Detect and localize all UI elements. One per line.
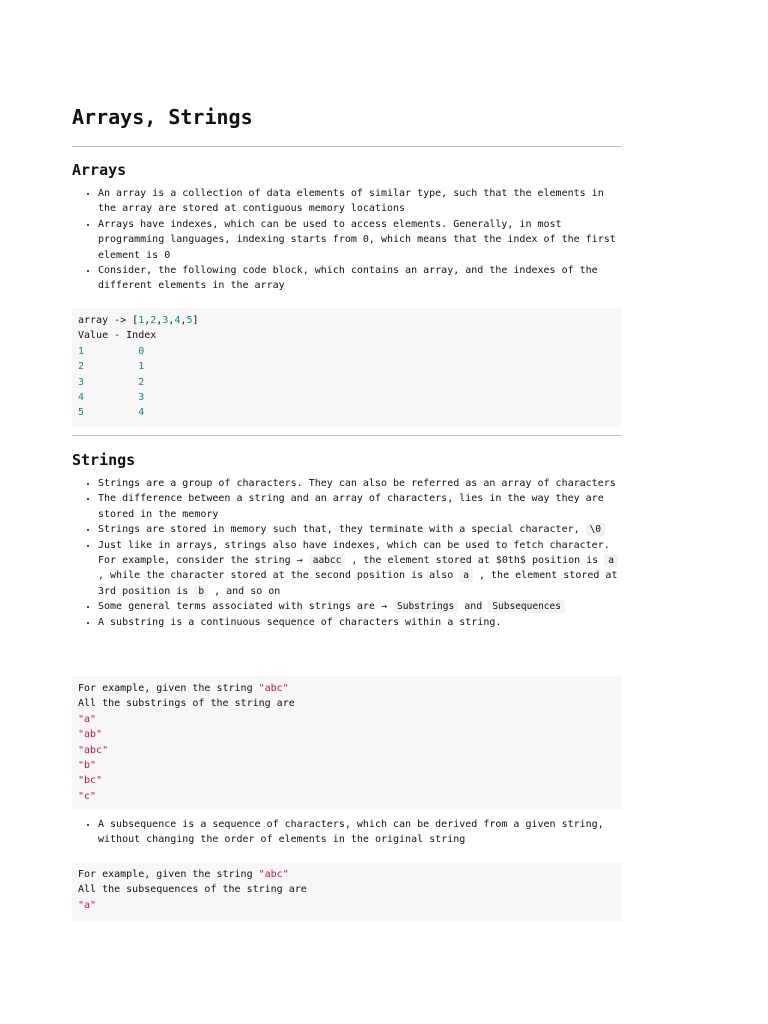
list-item-text: , while the character stored at the second position is also: [98, 570, 460, 582]
code-text: Value - Index: [78, 330, 157, 342]
list-item: • The difference between a string and an array of characters, lies in the way they are stored in the memory: [98, 491, 622, 522]
code-text: All the subsequences of the string are: [78, 884, 307, 896]
code-string: "a": [78, 713, 97, 725]
code-number: 4: [174, 315, 181, 326]
code-number: 3: [162, 315, 169, 326]
list-item-text: , and so on: [208, 585, 281, 597]
code-text: For example, given the string: [78, 683, 259, 694]
page-title: Arrays, Strings: [72, 105, 253, 129]
list-item: • Strings are a group of characters. They can also be referred as an array of characters: [98, 476, 622, 491]
code-text: ]: [192, 315, 199, 326]
code-number: 1: [138, 315, 145, 326]
list-item-text: Strings are stored in memory such that, they terminate with a special character,: [98, 524, 586, 536]
code-value: 3: [78, 376, 85, 388]
code-string: "bc": [78, 775, 103, 787]
code-index: 0: [138, 345, 145, 357]
code-number: 5: [186, 315, 193, 326]
title-divider: [72, 146, 622, 147]
code-number: 2: [150, 315, 157, 326]
list-item: • A substring is a continuous sequence of characters within a string.: [98, 615, 622, 630]
code-text: All the substrings of the string are: [78, 698, 295, 710]
list-item-text: Some general terms associated with strings are →: [98, 601, 394, 613]
code-index: 1: [138, 361, 145, 373]
code-string: "ab": [78, 729, 103, 741]
list-item-text: , the element stored at $0th$ position is: [345, 555, 605, 567]
code-string: "abc": [78, 744, 109, 756]
list-item: [98, 599, 622, 614]
arrays-bullet-list: [72, 186, 622, 294]
code-text: array -> [: [78, 315, 139, 326]
list-item-text: and: [458, 601, 489, 613]
code-string: "abc": [258, 683, 289, 694]
inline-code: aabcc: [309, 554, 346, 567]
subsequence-bullet-list: [72, 817, 622, 848]
strings-bullet-list: [72, 476, 622, 630]
code-index: 4: [138, 407, 145, 419]
list-item-text: , the element stored at 3rd position is: [98, 570, 618, 597]
list-item: [98, 522, 622, 537]
inline-code: a: [459, 569, 473, 582]
code-string: "c": [78, 790, 97, 802]
array-code-block: array -> [1,2,3,4,5] Value - Index 1 0 2 1 3 2 4 3 5 4: [72, 308, 622, 427]
code-value: 2: [78, 361, 85, 373]
inline-code: b: [194, 585, 208, 598]
strings-heading: Strings: [72, 451, 136, 469]
code-value: 4: [78, 392, 85, 404]
list-item: • An array is a collection of data elements of similar type, such that the elements in the array are stored at contiguous memory locations: [98, 186, 622, 217]
inline-code: a: [604, 554, 618, 567]
code-value: 5: [78, 407, 85, 419]
list-item-text: Just like in arrays, strings also have indexes, which can be used to fetch character. For example, consider the string →: [98, 539, 610, 567]
list-item: • Consider, the following code block, which contains an array, and the indexes of the different elements in the array: [98, 263, 622, 294]
code-index: 3: [138, 392, 145, 404]
section-divider: [72, 435, 622, 436]
code-string: "b": [78, 760, 97, 772]
code-string: "a": [78, 899, 97, 911]
list-item: • A subsequence is a sequence of characters, which can be derived from a given string, without changing the order of elements in the original string: [98, 817, 622, 848]
substring-code-block: [72, 676, 622, 810]
inline-code: Substrings: [393, 600, 458, 613]
code-value: 1: [78, 345, 85, 357]
inline-code: Subsequences: [488, 600, 565, 613]
inline-code: \0: [586, 523, 605, 536]
code-string: "abc": [258, 869, 289, 880]
list-item: [98, 538, 622, 600]
code-text: For example, given the string: [78, 869, 259, 880]
list-item: • Arrays have indexes, which can be used to access elements. Generally, in most programming languages, indexing starts from 0, which means that the index of the first element is 0: [98, 217, 622, 263]
code-index: 2: [138, 376, 145, 388]
subsequence-code-block: [72, 862, 622, 922]
arrays-heading: Arrays: [72, 161, 127, 179]
